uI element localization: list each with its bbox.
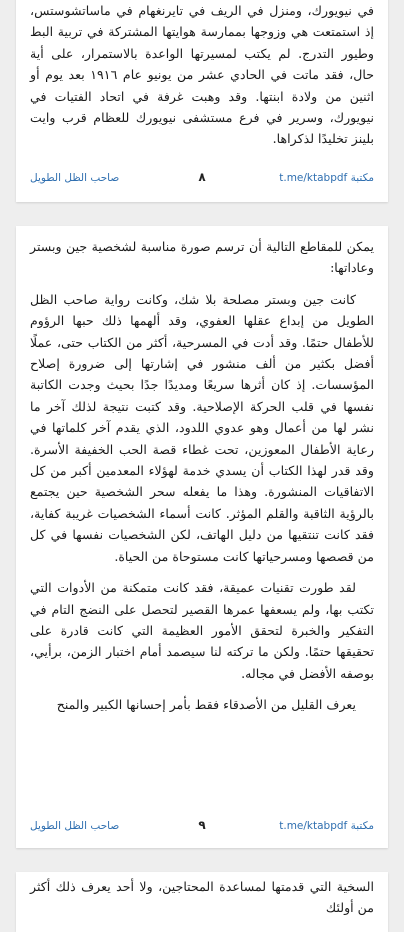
source-link[interactable]: مكتبة t.me/ktabpdf: [279, 172, 374, 184]
page-footer: [24, 820, 380, 838]
page-footer: [24, 172, 380, 190]
paragraph: السخية التي قدمتها لمساعدة المحتاجين، ولا أحد يعرف ذلك أكثر من أولئك: [30, 879, 374, 916]
book-page-8: [16, 0, 388, 202]
paragraph: يمكن للمقاطع التالية أن ترسم صورة مناسبة لشخصية جين وبستر وعاداتها:: [30, 239, 374, 276]
paragraph-gap: [30, 567, 374, 577]
book-page-10: [16, 872, 388, 932]
paragraph-gap: [30, 279, 374, 289]
book-title-link[interactable]: صاحب الظل الطويل: [30, 820, 120, 832]
paragraph: كانت جين وبستر مصلحة بلا شك، وكانت رواية صاحب الظل الطويل من إبداع عقلها العفوي، وقد ألهمها ذلك حبها الرؤوم للأطفال حتمًا. وقد أدت في المسرحية، أكثر من الكتاب حتى، عملًا أفضل بكثير من ألف منشور في إشارتها إلى ضرورة إصلاح المؤسسات. إذ كان أثرها سريعًا ومديدًا جدًا بحيث وجدت الكاتبة نفسها في قلب الحركة الإصلاحية. وقد كتبت نتيجة لذلك آخر ما نشر لها من أعمال وهو عدوي اللدود، الذي يقدم آخر كلماتها في رعاية الأطفال المعوزين، تحت غطاء قصة الحب الخفيفة الأسرة. وقد قدر لهذا الكتاب أن يسدي خدمة لهؤلاء المعدمين أكبر من كل الاتفاقيات المنشورة. وهذا ما يفعله سحر الشخصية حين يجتمع بالرؤية الثاقبة والقلم المؤثر. كانت أسماء الشخصيات غريبة كفاية، فقد كانت تنتقيها من دليل الهاتف، لكن الشخصيات نفسها في كل من قصصها ومسرحياتها كانت مستوحاة من الحياة.: [30, 291, 374, 564]
page-number: ٨: [198, 170, 206, 184]
page-body: [16, 0, 388, 150]
book-page-9: [16, 226, 388, 848]
paragraph-gap: [30, 684, 374, 694]
paragraph: لقد طورت تقنيات عميقة، فقد كانت متمكنة من الأدوات التي تكتب بها، ولم يسعفها عمرها القصير لتحصل على النضج التام في التفكير والخبرة لتحقق الأمور العظيمة التي كانت قادرة على تحقيقها حتمًا. ولكن ما تركته لنا سيصمد أمام اختبار الزمن، برأيي، بوصفه الأفضل في مجاله.: [30, 580, 374, 681]
page-number: ٩: [198, 818, 206, 832]
paragraph: في نيويورك، ومنزل في الريف في تايرنغهام في ماساتشوستس، إذ استمتعت هي وزوجها بممارسة هوايتها المشتركة في تربية البط وطيور التدرج. لم يكتب لمسيرتها الواعدة بالاستمرار، على أية حال، فقد ماتت في الحادي عشر من يونيو عام ١٩١٦ بعد يوم أو اثنين من ولادة ابنتها. وقد وهبت غرفة في اتحاد الفتيات في نيويورك، وسرير في فرع مستشفى نيويورك للعظام قرب وايت بلينز تخليدًا لذكراها.: [30, 3, 375, 147]
page-body: [16, 226, 388, 716]
source-link[interactable]: مكتبة t.me/ktabpdf: [279, 820, 374, 832]
book-title-link[interactable]: صاحب الظل الطويل: [30, 172, 120, 184]
paragraph: يعرف القليل من الأصدقاء فقط بأمر إحسانها الكبير والمنح: [56, 697, 356, 713]
page-body: [16, 872, 388, 919]
